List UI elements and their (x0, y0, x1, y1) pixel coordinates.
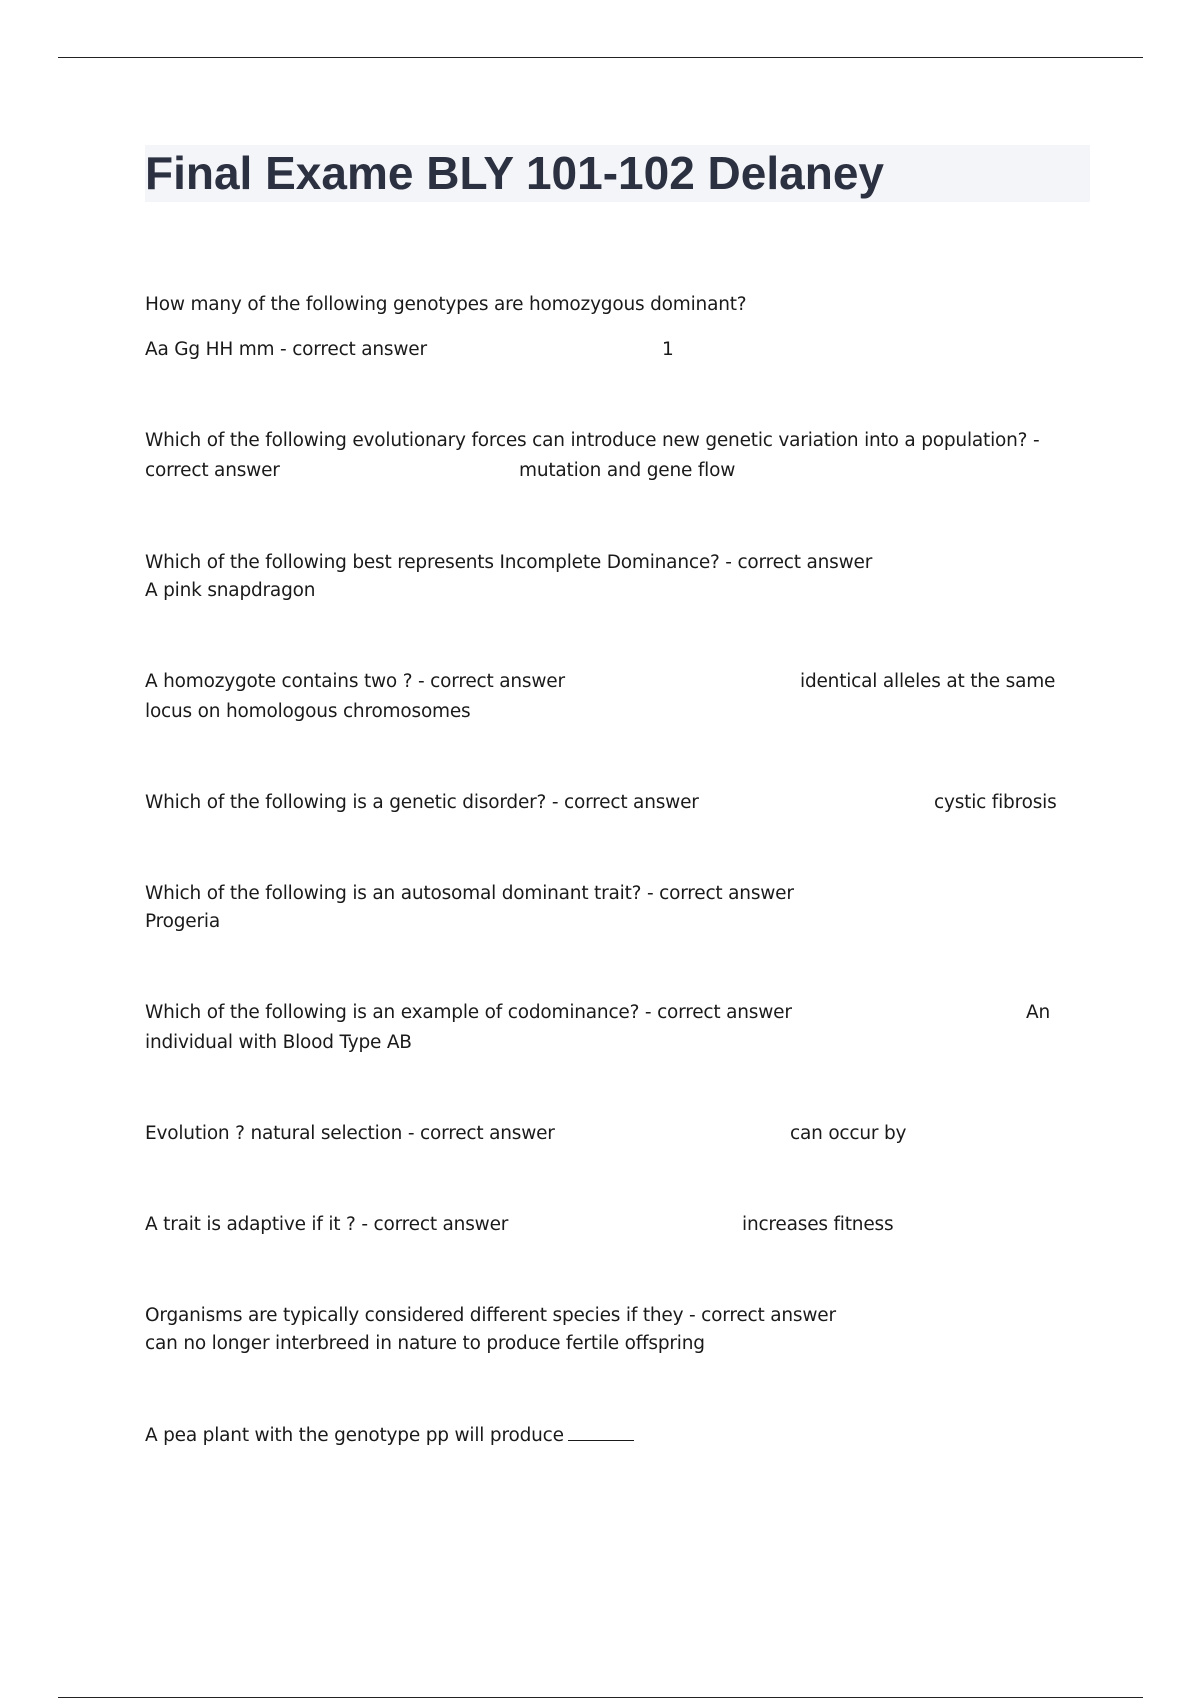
question-11 (145, 1422, 634, 1449)
answer-7: An (1026, 1002, 1050, 1023)
answer-1: 1 (662, 339, 674, 360)
question-1: How many of the following genotypes are homozygous dominant? (145, 294, 747, 315)
answer-4-continued: locus on homologous chromosomes (145, 701, 471, 722)
question-8: Evolution ? natural selection - correct answer (145, 1123, 555, 1144)
answer-4: identical alleles at the same (800, 671, 1056, 692)
answer-3: A pink snapdragon (145, 580, 316, 601)
question-2: Which of the following evolutionary forces can introduce new genetic variation into a population? - (145, 430, 1040, 451)
top-rule (58, 57, 1143, 58)
question-10: Organisms are typically considered different species if they - correct answer (145, 1305, 836, 1326)
answer-5: cystic fibrosis (934, 792, 1057, 813)
question-9: A trait is adaptive if it ? - correct answer (145, 1214, 509, 1235)
question-1-options: Aa Gg HH mm - correct answer (145, 339, 427, 360)
answer-6: Progeria (145, 911, 220, 932)
question-11-text: A pea plant with the genotype pp will produce (145, 1425, 564, 1446)
answer-7-continued: individual with Blood Type AB (145, 1032, 412, 1053)
answer-10: can no longer interbreed in nature to produce fertile offspring (145, 1333, 705, 1354)
question-2-continued: correct answer (145, 460, 280, 481)
question-6: Which of the following is an autosomal dominant trait? - correct answer (145, 883, 794, 904)
answer-9: increases fitness (742, 1214, 894, 1235)
question-5: Which of the following is a genetic disorder? - correct answer (145, 792, 699, 813)
answer-blank (568, 1422, 634, 1441)
question-3: Which of the following best represents Incomplete Dominance? - correct answer (145, 552, 873, 573)
answer-2: mutation and gene flow (519, 460, 736, 481)
bottom-rule (58, 1697, 1143, 1698)
question-4: A homozygote contains two ? - correct answer (145, 671, 565, 692)
answer-8: can occur by (790, 1123, 907, 1144)
document-title: Final Exame BLY 101-102 Delaney (145, 147, 884, 199)
question-7: Which of the following is an example of codominance? - correct answer (145, 1002, 792, 1023)
